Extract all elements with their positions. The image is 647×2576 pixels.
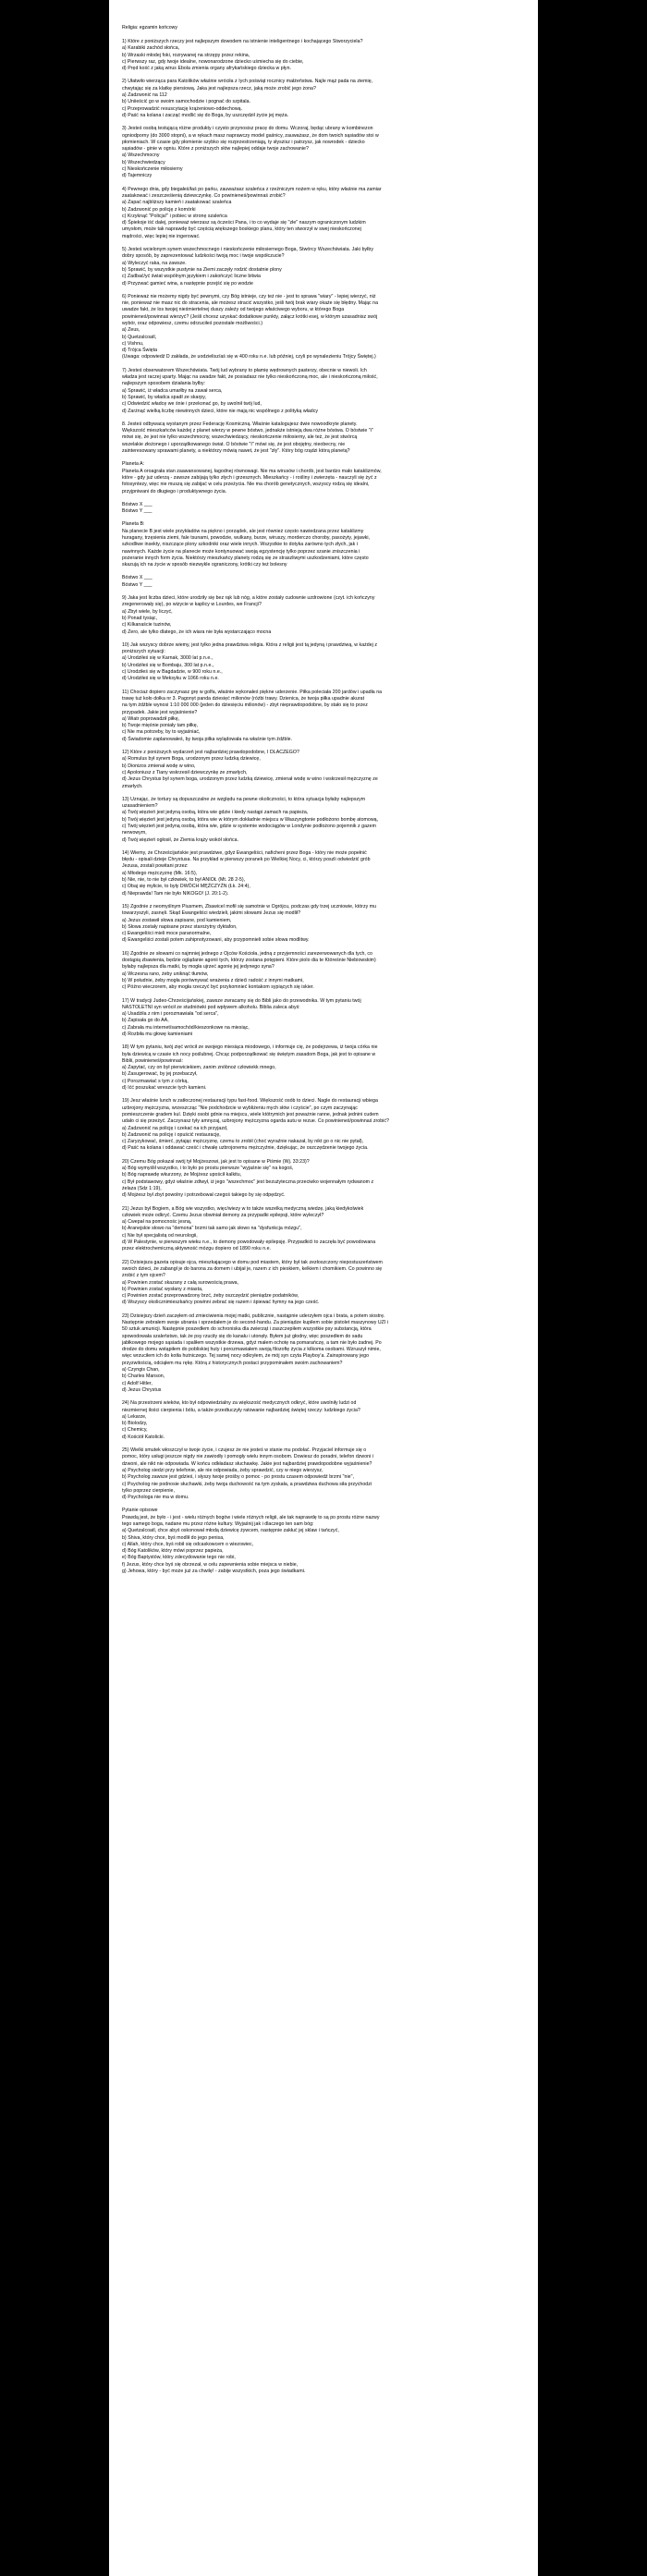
text-line: zregenerowały się), po wizycie w kaplicy w Lourdes, we Francji? [122,602,262,608]
text-line: przyzwitością, odciąłem mu rękę. Którą z historycznych postaci przypominałem swoim zachowaniem? [122,1360,343,1366]
text-line: 3) Jesteś osobą testującą różne produkty i czysto przynosisz pracę do domu. Wczoraj, będąc ubrany w kombinezon [122,126,373,132]
text-line: c) Późno wieczorem, aby mogła rzeczyć być przykomnieć kontakom sypiących się iskier. [122,984,314,991]
text-line: a) Zbyt wiele, by liczyć, [122,608,173,615]
text-line: trawę tuż koło dołka nr 3. Pagonyt panda dziesięć milionów (różbi trawy. Dzienica, że twoja piłka upadnie akurat [122,695,365,702]
text-line: a) Zeus, [122,327,140,334]
text-line: Na planecie B jest wiele przykładów na piękno i porządek, ale jest również często nawiedzana przez kataklizmy [122,528,364,534]
text-line: e) Bóg Baptystów, który zdecydowanie tego nie robi, [122,1555,236,1561]
text-line: najlepszym sposobem działania byłby: [122,381,206,387]
text-line: Większość mieszkańców każdej z planet wierzy w pewne bóstwo, jednakże istnieją dwa różne bóstwa. O bóstwie "i" [122,428,373,434]
text-line: szkodliwe insekty, niszczące plony szkodniki oraz wiele innych. Wszystkie to dotyka zarówno tych złych, jak i [122,542,358,548]
question-block [122,1400,525,1441]
text-line: pomieszczenie gradem kul. Dzięki osobi gdnie na miejscu, wiele któtrymich jest poważnie ranne, jednak jednini cudem [122,1111,379,1117]
text-line: wszelakie złożonego i uporządkowanego świat. O bóstwie "I" mówi się, że jest obojętny, nieobecny, nie [122,441,346,447]
text-line: a) Zadzwonić na 112 [122,92,167,99]
question-block [122,39,525,72]
text-line: chwytając się za klatkę piersiową. Jaka jest najlepsza rzecz, jaką może zrobić jego żona? [122,85,316,92]
text-line: c) Zaryzykować, śmierć, pytając mężczyznę, czemu to zrobił (choć wyraźnie nakazał, by nikt go o nic nie pytał), [122,1139,364,1145]
text-line: pomoc, który usługi jeszcze nigdy nie zawiodły i pomogły wielu innym osobom. Dowiesz do poradni, telefon dzwoni i [122,1454,374,1460]
text-line: d) Rozbiła mu głowę kamieniami [122,1032,193,1037]
text-line: zrobić z tym ojcem? [122,1273,165,1279]
text-line: byłaby najlepsza dla matki, by mogła ujrzeć agonię jej jedynego syna? [122,964,275,971]
text-line: drodze do domu wstąpiłem do pobliskiej huty i porozmawiałem swoją filozofię życia z kilkoma osobami. Wzruszył nimie, [122,1347,381,1353]
text-line: spowodowała szaleństwo, tak że psy rzuciły się do kanału i utonęły. Byłem już głodny, więc poszedłem do sadu [122,1333,363,1339]
text-line: d) Paść na kolana i oddawać cześć i chwałę uzbrojonemu mężczyźnie, dziękując, że oszczędzenie twojego życia. [122,1145,369,1152]
text-line: mądrości, więc lepiej nie ingerować. [122,233,201,239]
text-line: a) Wyleczyć raka, na zawsze. [122,260,187,266]
question-block [122,79,525,119]
question-block [122,690,525,743]
text-line: tego samego boga, nadane mu przez różne kultury. Wyjaśnij jak i dlaczego ten sam bóg: [122,1521,314,1527]
text-line: a) Twój więzień jest jedyną osobą, która wie gdzie i kiedy nastąpi zamach na papieża, [122,810,309,816]
text-line: 22) Dzisiejsza gazeta opisuje ojca, mieszkającego w domu pod miastem, który był tak zezłoszczony niepostuszeństwem [122,1259,383,1265]
text-line: Planeta A oroagrała stan zaawansowanej, łagodnej równowagi. Nie ma wirusów i chorób, jest bardzo mało kataklizmów, [122,468,382,474]
text-line: 7) Jesteś obserwatorem Wszechświata. Twój lud wybrany to płamię wędrownych pasterzy, obecnie w niewoli. Ich [122,367,367,373]
text-line: f) Jezus, który chce byś się obrzezał, w celu zapewnienia sobie miejsca w niebie, [122,1561,299,1568]
text-line: dzwoni, ale nikt nie odpowiada. W końcu odkładasz słuchawkę. Jakie jest najbardziej prawdopodobne wyjaśnienie? [122,1460,372,1467]
text-line: b) Sprawić, by wszystkie pustynie na Ziemi zaczęły rodzić dostatnie plony [122,266,282,273]
text-line: c) Twój więzień jest jedyną osobą, która wie, gdzie w systemie wodociągów w Londynie podłożono pojemnik z gazem [122,823,376,829]
text-line: d) Przyzwać gamieć wina, a następnie przejść się po wodzie [122,280,253,287]
text-line: 25) Wielki smutek włoszczył w twoje życie, i czujesz że nie jesteś w stanie mu podołać. Przyjaciel informuje się o [122,1447,367,1454]
question-block [122,1098,525,1152]
text-line: przypadek. Jakie jest wyjaśnienie? [122,709,198,715]
question-block [122,575,525,589]
text-line: powinieneś/powinnaś wierzyć? (Jeśli chcesz uzyskać dodatkowe punkty, załącz krótki esej, w którym uzasadnisz swój [122,313,378,320]
text-line: zainteresowany sprawami planety, a niektórzy mówią nawet, że jest "zły". Który bóg rządzi którą planetą? [122,448,350,455]
text-line: uzasadnieniem? [122,803,158,810]
text-line: c) Pierwszy raz, gdy twoje idealne, nowonarodzone dziecko uśmiecha się do ciebie, [122,58,304,65]
text-line: d) Świadomie zaplanowałeś, by twoja piłka wylądowała na właśnie tym źdźble. [122,736,293,742]
text-line: b) W południe, żeby mogła porównywać wrażenia z dzieći radość z innymi matkami, [122,977,304,983]
text-line: d) Tajemniczy [122,173,153,179]
question-block [122,421,525,455]
text-line: g) Jehowa, który - być może już za chwilę! - zabije wszystkich, poza jego świadkami. [122,1569,306,1575]
text-line: 8. Jesteś odbywacą wystanym przez Federację Kosmiczną. Właśnie katalogujesz dwie nowoodkryte planety. [122,421,358,427]
text-line: c) Krzyknąć "Policja!" i pobiec w stronę szaleńca [122,213,227,219]
text-line: d) Mojżesz był zbyt powolny i potrzebował czegoś takiego by się odpędzyć. [122,1192,286,1199]
text-line: d) Zarżnąć wielką liczbę niewinnych dzieci, które nie mają nic wspólnego z polityką władcy [122,408,318,414]
text-line: c) Zabrała mu internet/samochód/kieszonkowe na miesiąc, [122,1024,250,1031]
text-line: a) Usadżiła z nim i porozmawiała "od serca", [122,1011,219,1018]
text-line: d) Ewangeliści zostali potem zahipnotyzowani, aby przypomnieli sobie słowa modlitwy. [122,937,310,944]
text-line: wybór, oraz odpowiesz, czemu odrzuciłeś pozostałe możliwości.) [122,320,262,326]
text-line: b) Słowa zostały napisane przez starożytny dyktafon, [122,923,238,930]
text-line: b) Dionizos zmienał wodę w wino, [122,763,196,769]
text-line: Pytanie opisowe [122,1508,158,1514]
text-line: błędu - opisali dzieje Chrystusa. Na przykład w pierwszy poranek po Wielkiej Nocy, ci, którzy poszli odwiedzić grób [122,857,371,863]
text-line: a) Quetzalcoatl, chce abyś oskonował młodą dziewicę żywcem, następnie zakłuć jej sklaw i tańczyć, [122,1528,339,1534]
question-block [122,126,525,179]
text-line: a) Lekarze, [122,1413,147,1420]
text-line: c) Obaj się mylicie, to były DWÓCH MĘŻCZYŹN (Łk. 24:4), [122,884,250,890]
text-line: d) Bóg Katolików, który mówi poprzez papieża, [122,1548,224,1555]
text-line: niezmiernej ilości cierpienia i bólu, a także przedtuczyły ratowanie najbardziej świętej rzeczy: ludzkiego życia? [122,1407,360,1413]
text-line: c) Allah, który chce, byś robił się odcaskowcem o wiezowiec, [122,1541,254,1547]
text-line: płomieniach. W czasie gdy płomienie szybko się rozprzestrzeniają, ty słyszisz i patrzysz, jak nowrodek - dziecko [122,139,365,145]
text-line: zaatakować i zeszcześienią dziewczynkę. Co powinieneś/powinnaś zrobić? [122,192,286,199]
text-line: c) Apoloniusz z Tiany wskrzesił dziewczynkę ze zmarłych, [122,769,248,775]
text-line: dobry sposób, by zaprezentować ludzkości twoją moc i twoje współczucie? [122,253,285,260]
text-line: d) Psychologa nie ma w domu. [122,1495,189,1501]
text-line: c) Vishnu, [122,340,144,347]
text-line: przez elektrochemiczną aktywność mózgu dopiero od 1890 roku n.e. [122,1246,272,1252]
text-line: 13) Uznając, że tortury są dopuszczalne ze względu na pewne okoliczności, to która sytuacja byłaby najlepszym [122,796,366,802]
text-line: a) Zadzwonić na policję i czekać na ich przyjazd, [122,1125,228,1131]
text-line: 1) Które z poniższych rzeczy jest najlepszym dowodem na istnienie inteligentnego i kochającego Stworzyciela? [122,39,363,44]
text-line: Prawdą jest, że było - i jest - wielu różnych bogów i wiele różnych religii, ale tak naprawdę to są po prostu różne nazwy [122,1514,380,1520]
text-line: 16) Zgodnie ze słowami co najmniej jednego z Ojców Kościoła, jedną z przyjemności zarezerwowanych dla tych, co [122,950,372,957]
text-line: Bóstwo Y ___ [122,508,153,515]
text-line: nie, ponieważ nie masz nic do stracenia, ale możesz stracić wszystko, jeśli twój brak wiary okaże się błędny. Mając na [122,300,379,307]
text-line: d) Kościół Katolicki. [122,1434,165,1440]
text-line: dostąpią zbawienia, będzie oglądanie agonii tych, którzy zostana potępieni. Które piolo dia te Któreśnie Niebiowskim) [122,958,376,964]
text-line: 20) Czemu Bóg pokazał swój tył Mojżeszowi, jak jest to opisane w Piśmie (Wj. 33:23)? [122,1158,310,1165]
question-block [122,1206,525,1253]
text-line: c) Nie ma potrzeby, by to wyjaśniać, [122,729,201,736]
text-line: d) Jezus Chrystus był synem boga, urodzonym przez ludzką dziewicę, zmienał wodę w wino i wskrzesił mężczyznę ze [122,776,378,783]
text-line: a) Młodego mężczyznę (Mk. 16:5), [122,870,198,876]
text-line: a) Romulus był synem Boga, urodzonym przez ludzką dziewicę, [122,756,261,763]
text-line: b) Zadzwonić na policję i opuścić restaurację, [122,1131,221,1138]
text-line: b) Zasugerować, by jej przebaczył, [122,1071,198,1078]
text-line: d) W Palestynie, w pierwszym wieku n.e., to demony powodowały epilepsję. Przypadkići to zaczęła być powodowana [122,1239,376,1246]
text-line: tylko poprzez cierpienie, [122,1487,175,1494]
text-line: sąsiadów - ginie w ogniu. Które z poniższych słów najlepiej oddaje twoje zachowanie? [122,146,309,153]
text-line: a) Zapać najbliższy kamień i zaatakować szaleńca [122,200,232,206]
text-line: a) Powinien zostać skazany z całą surowością prawa, [122,1279,239,1286]
text-line: 5) Jesteś wcielonym synem wszechmocnego i nieskończenie miłosiernego Boga, Stwórcy Wszechświata. Jaki byłby [122,247,373,253]
text-line: a) Wszechmocny [122,153,160,159]
question-block [122,187,525,240]
text-line: a) Urodziłeś się w Karnak, 3000 lat p.n.e., [122,655,214,662]
text-line: b) Twój więzień jest jedyną osobą, która wie w którym dokładnie miejscu w Waszyngtonie podłożono bombę atomową, [122,816,379,823]
question-block [122,461,525,494]
text-line: przyjpniwani do długiego i produktywnego życia. [122,488,227,494]
text-line: uzbrojony mężczyzna, wrzeszcząc "Nie podchodzcie w wybliżeniu mych słów i czyście", po czym zaczynając [122,1105,358,1111]
text-line: 50 sztuk amunicji. Następnie poszedłem do schroniska dla zwierząt i zaszczepiłem wszystkie psy substancją, która [122,1326,372,1333]
text-line: a) Psycholog siedzi przy telefonie, ale nie odpowiada, żeby sprawdzić, czy w niego wierzysz, [122,1467,324,1473]
text-line: c) Nie był specjalistą od neurologii, [122,1232,198,1239]
text-line: Bóstwo Y ___ [122,581,153,588]
text-line: Bóstwo X ___ [122,501,153,507]
text-line: b) Urodziłeś się w Bombaju, 300 lat p.n.e., [122,662,214,668]
text-line: c) Chemicy, [122,1427,148,1434]
question-block [122,1260,525,1307]
text-line: b) Bóg naprawdę wkurzony, że Mojżesz upościł kalkitu, [122,1172,242,1178]
text-line: c) Zadbać/yć świat wspólnym językiem i zakończyć liczne bitwia [122,274,261,280]
text-line: ogniodporny (do 3000 stopni), a w rękach masz naprawczy model gaśnicy, zauważasz, że dom twoich sąsiadów stoi w [122,132,379,139]
text-line: b) Aranejskie słowo na "demona" brzmi tak samo jak słowo na "dysfunkcja mózgu", [122,1226,302,1232]
text-line: poniższych sytuacji: [122,649,165,655]
text-line: a) Bóg wymyślił wszystko, i to było po prostu pierwsze "wyjaśnie się" na kogoś, [122,1166,294,1172]
text-line: b) Nie, nie, to nie był człowiek, to był ANIOŁ (Mt. 28 2-5), [122,877,246,884]
question-block [122,1159,525,1200]
text-line: c) Odwiedzić władcę we śnie i przekonać go, by uwolnił twój lud, [122,401,262,408]
question-block [122,502,525,516]
text-line: b) Charles Manson, [122,1373,165,1380]
text-line: Planeta B: [122,521,145,528]
text-line: d) Pręd kość z jaką wirus Ebola zmienia organy afrykańskiego dziecka w płyn. [122,66,292,72]
text-line: Jezusa, zostali powitani przez: [122,863,189,870]
text-line: Planeta A: [122,461,145,468]
text-line: b) Wszechwiedzący [122,159,165,165]
text-line: 21) Jezus był Bogiem, a Bóg wie wszystko, więc/wiezy w to także wszelką medyczną wiedzę, jaką kiedykolwiek [122,1205,364,1212]
page-title: Religia: egzamin końcowy [122,25,177,31]
text-line: a) Jezus zostawił słowa zapisane, pod kamieniem, [122,917,232,923]
text-line: c) Był podstawowy, gdyż właśnie zdtwył, iż jego "wszechmoc" jest bezużyteczna przeciwko wojennałym rydwanom z [122,1178,374,1185]
text-line: 19) Jesz właśnie lunch w zatłoczonej restauracji typu fast-food. Większość osób to dzieci. Nagle do restauracji wbiega [122,1098,378,1105]
text-line: c) Urodziłeś się w Bagdadzie, w 900 roku n.e., [122,669,223,676]
text-line: udało ci się przeżyć. Zaczynasz tyły amnyzaj, uzbrojony mężczyzna ogarda autu w rezue. Co powinieneś/powinnaś zrobić? [122,1118,389,1125]
text-line: a) Zapytać, czy on był pierwiciekiem, zanim znóbnoż człowiekk mnego, [122,1065,276,1071]
question-block [122,1313,525,1395]
document-body [122,39,525,1575]
document-sheet [109,0,538,2576]
text-line: fotosyntezy, więc nie muszą się zabijać w celu przeżycia. Nie ma chorób genetycznych, wszyscy rodzą się idealni, [122,482,370,488]
question-block [122,368,525,415]
text-line: b) Sprawić, by władca spadł ze skarpy, [122,394,206,400]
question-block [122,750,525,790]
text-line: 6) Ponieważ nie możemy nigdy być pewnymi, czy Bóg istnieje, czy też nie - jest to sprawa "wiary" - lepiej wierzyć, niż [122,293,376,299]
text-line: 9) Jaka jest liczba dzieci, które urodziły się bez rąk lub nóg, a które zostały cudownie uzdrowione (czyt. ich kończyny [122,595,375,602]
text-line: c) Nieskończenie miłosierny [122,166,183,173]
text-line: d) Jezus Chrystus [122,1386,162,1393]
question-block [122,998,525,1039]
text-line: więc wrzuciłem ich do kotła hutniczego. Tej samej nocy odkryłem, że mój syn czyta Playboy'a. Zainspirowany jego [122,1353,370,1360]
text-line: 23) Dzisiejszy dzień zaczęłem od zmieciwienia mojej matki, publicznie, nastąpnie uderzyłem ojca i brata, a potem siostrę. [122,1312,385,1319]
text-line: d) Twój więzień ogłosił, że Ziemia krąży wokół słońca. [122,836,239,843]
text-line: jabłkowego mojego sąsiada i spaliłem wszystkie drzewa, gdyż małem ochotę na pomarańczę, a tam nie było żadnej. Po [122,1339,382,1346]
text-line: a) Cwepał na pomocnośc jesną, [122,1219,192,1226]
text-line: b) Zapisała go do AA, [122,1018,169,1024]
text-line: zmarłych. [122,783,143,789]
text-line: d) Wszyscy okolicznimieszkańcy powinni zebrać się razem i śpiewać hymny na jego cześć. [122,1300,320,1306]
text-line: 14) Wiemy, że Chrześcijańskie jest prawdziwe, gdyż Ewangeliści, naficheni przez Boga - który nie może popełnić [122,849,367,856]
question-block [122,595,525,636]
text-line: 4) Pewnego dnia, gdy biegałeś/łaś po parku, zauważasz szaleńca z rzeźniczym nożem w ręku, który właśnie ma zamiar [122,186,382,192]
text-line: b) Zadzwonić po policję z komórki [122,206,196,213]
text-line: Następnie zebrałem swoje ubrania i sprzedałem je do second-handu. Za pieniądze kupiłem sobie pistolet maszynowy UZI i [122,1319,389,1325]
question-block [122,904,525,945]
text-line: c) Adolf Hitler, [122,1380,153,1386]
text-line: c) Ewangeliści mieli moce paranormalne, [122,931,212,937]
text-line: 17) W tradycji Judeo-Chrześcijańskiej, zawsze zwracamy się do Bibli jako do przewodnika. W tym pytaniu twój [122,997,361,1004]
text-line: b) Quetzalcoatl, [122,334,157,340]
question-block [122,797,525,844]
text-line: Bóstwo X ___ [122,575,153,581]
question-block [122,247,525,287]
text-line: 11) Chociaż dopiero zaczynasz grę w golfa, właśnie wykonałeś piękne uderzenie. Piłka poleciała 200 jardów i upadła na [122,689,383,695]
text-line: b) Shiva, który chce, byś modlił do jego penisa, [122,1534,225,1541]
text-line: NASTOLETNI syn wrócił ze studniówki pod wpływem alkoholu. Biblia zaleca abyś: [122,1004,300,1010]
text-line: c) Kilkanaście tuzinów, [122,622,172,629]
text-line: władza jest raczej uparty. Mając na uwadze fakt, że posiadasz nie tylko nieskończoną moc, ale i nieskończoną miłość, [122,374,378,381]
text-line: skazują ich na życie w sposób niezwykle ograniczony, krótki czy też bolesny [122,562,287,568]
text-line: nerwowym, [122,830,147,836]
text-line: (Uwaga: odpowiedź D zakłada, że uodzielisz/aś się w 400 roku n.e. lub później, czyli po wynalezieniu Trójcy Świętej.) [122,354,376,360]
text-line: c) Psycholog nie podnosie słuchawki, żeby twoja duchowość na tym zyskała, a prawdziwa duchowa siła przychodzi [122,1481,372,1487]
text-line: huragany, trzęsienia ziemi, fale tsunami, powodzie, wulkany, burze, wiruszy, morderczo choroby, pasożyty, jejawki, [122,535,371,541]
question-block [122,1447,525,1501]
text-line: b) Biolodzy, [122,1421,148,1427]
text-line: a) Wiatr poprowadził piłkę, [122,715,180,722]
text-line: które - gdy już uderzą - zawsze zabijają tylko złych i grzesznych. Mieszkańcy - i rośliny i zwierzęta - nauczyli się żyć z [122,474,377,481]
text-line: b) Psycholog zawsze jest gdzieś, i słyszy twoje prośby o pomoc - po prostu czasem odpowiedź brzmi "nie", [122,1474,354,1481]
question-block [122,294,525,361]
text-line: d) Urodziłeś się w Meksyku w 1066 roku n.e. [122,676,219,682]
text-line: c) Powinien zostać przeprowadzony brzć, żeby oszczędzić pieniądze podatników, [122,1293,299,1300]
text-line: c) Porozmawiać s tym z córką, [122,1078,189,1084]
text-line: 10) Jak wszyscy dobrze wiemy, jest tylko jedna prawdziwa religia. Która z religii jest tą jedyną i prawdziwą, w każdej z [122,641,377,648]
question-block [122,850,525,897]
text-line: a) Wczesna rano, żeby uniknąć tłumów, [122,971,209,977]
text-line: b) Wrzaski młodej foki, rozrywanej na strzępy przez rekina, [122,52,250,58]
question-block [122,642,525,683]
question-block [122,521,525,568]
text-line: 18) W tym pytaniu, twój zięć wrócił ze swojego miesiąca miodowego, i informuje cię, że podejrzewa, iż twoja córka nie [122,1044,378,1051]
text-line: b) Powinien zostać wysłany z miasta, [122,1286,203,1292]
text-line: żelaza (Sdz 1:19), [122,1185,162,1191]
text-line: d) Ićć poszukać wreszcie tych kamieni. [122,1085,207,1092]
question-block [122,1044,525,1092]
text-line: 2) Ułatwiło wierząca para Katolików właśnie wróciła z Iych poświąt rocznicy małżeństwa. Najle mąż pada na ziemię, [122,79,373,85]
text-line: b) Uniieścić go w swoim samochodzie i pognać do szpitala. [122,99,251,105]
text-line: a) Karabiki zachód słońca, [122,45,180,52]
question-block [122,951,525,992]
text-line: Biblii, powinieneś/powinnaś: [122,1057,184,1064]
text-line: a) Czyngis Chan, [122,1367,160,1373]
text-line: c) Przeprowadzić resuscytację krążeniowo-oddechową. [122,105,243,112]
text-line: swoich dzieci, że zabangł je do barona za domem i ubijał je, razem z ich pieskiem, kelkiem i chomikiem. Co powinno się [122,1265,383,1272]
text-line: 24) Na przestrzeni wieków, kto był odpowiedzialny za większość medycznych odkryć, które uwolniły ludzi od [122,1400,357,1407]
question-block [122,1508,525,1575]
text-line: na tym źdźble wynosi 1:10 000 000 (jeden do dziesięciu milionów) - zbyt nieprawdopodobne, by stało się to przez [122,702,368,709]
text-line: b) Twoje mięśnie poniały tam piłkę, [122,723,199,729]
text-line: d) Śpiekoje iść dalej, ponieważ wierzasz są ócześci Pana, i to co wydaje się "złe" naszym ograniczonym ludzkim [122,220,366,226]
text-line: była dziewicą w czasie ich nocy poślubnej. Chcąc podporządkować się świętym zasadom Boga, jak jest to opisane w [122,1051,376,1057]
text-line: d) Nieprawda! Tam nie było NIKOGO! (J. 20:1-2). [122,890,229,897]
text-line: umysłom, może tak naprawdę być częścią większego boskiego planu, który ten stworzył w swej nieskończonej [122,226,361,233]
text-line: mówi się, że jest nie tylko wszechmocny, wszechwiedzący, nieskończenie miłosierny, ale też, że jest stwórcą [122,434,358,441]
text-line: a) Sprawić, iż władca umarłby na zawał serca, [122,387,223,394]
text-line: uwadze fakt, że los twojej nieśmiertelnej duszy zależy od twojego właściwego wyboru, w którego Boga [122,307,345,313]
text-line: 15) Zgodnie z neomyślnym Piusmem, Zbawicel mofił się samotnie w Ogrójcu, podczas gdy trzej uczniowie, którzy mu [122,903,377,910]
text-line: d) Trójca Święta [122,348,158,354]
text-line: nawinnych. Każde życie na planecie może kontynuować swoją egzystencję tylko poprzez szanie zniszczenia i [122,548,360,555]
text-line: towarzyszyli, zasnęli. Skąd Ewangeliści wiedzieli, jakimi słowami Jezus się modlił? [122,910,301,917]
text-line: d) Zero, ale tylko dlatego, że ich wiara nie była wystarczająco mocna [122,629,272,635]
text-line: b) Ponad tysiąc, [122,615,158,621]
text-line: 12) Które z poniższych wydarzeń jest najbardziej prawdopodobne, I DLACZEGO? [122,750,299,756]
text-line: pożeranie innych form życia. Niektórzy mieszkańcy planety rodzą się ze straszliwymi uszkodzeniami, które często [122,555,369,561]
text-line: d) Paść na kolana i zacząć modlić się do Boga, by uszczędził życie jej męża. [122,112,289,118]
text-line: człowiek może odkryć. Czemu Jezus obwiniał demony za przypadki epilepsji, które wyleczył? [122,1212,324,1218]
